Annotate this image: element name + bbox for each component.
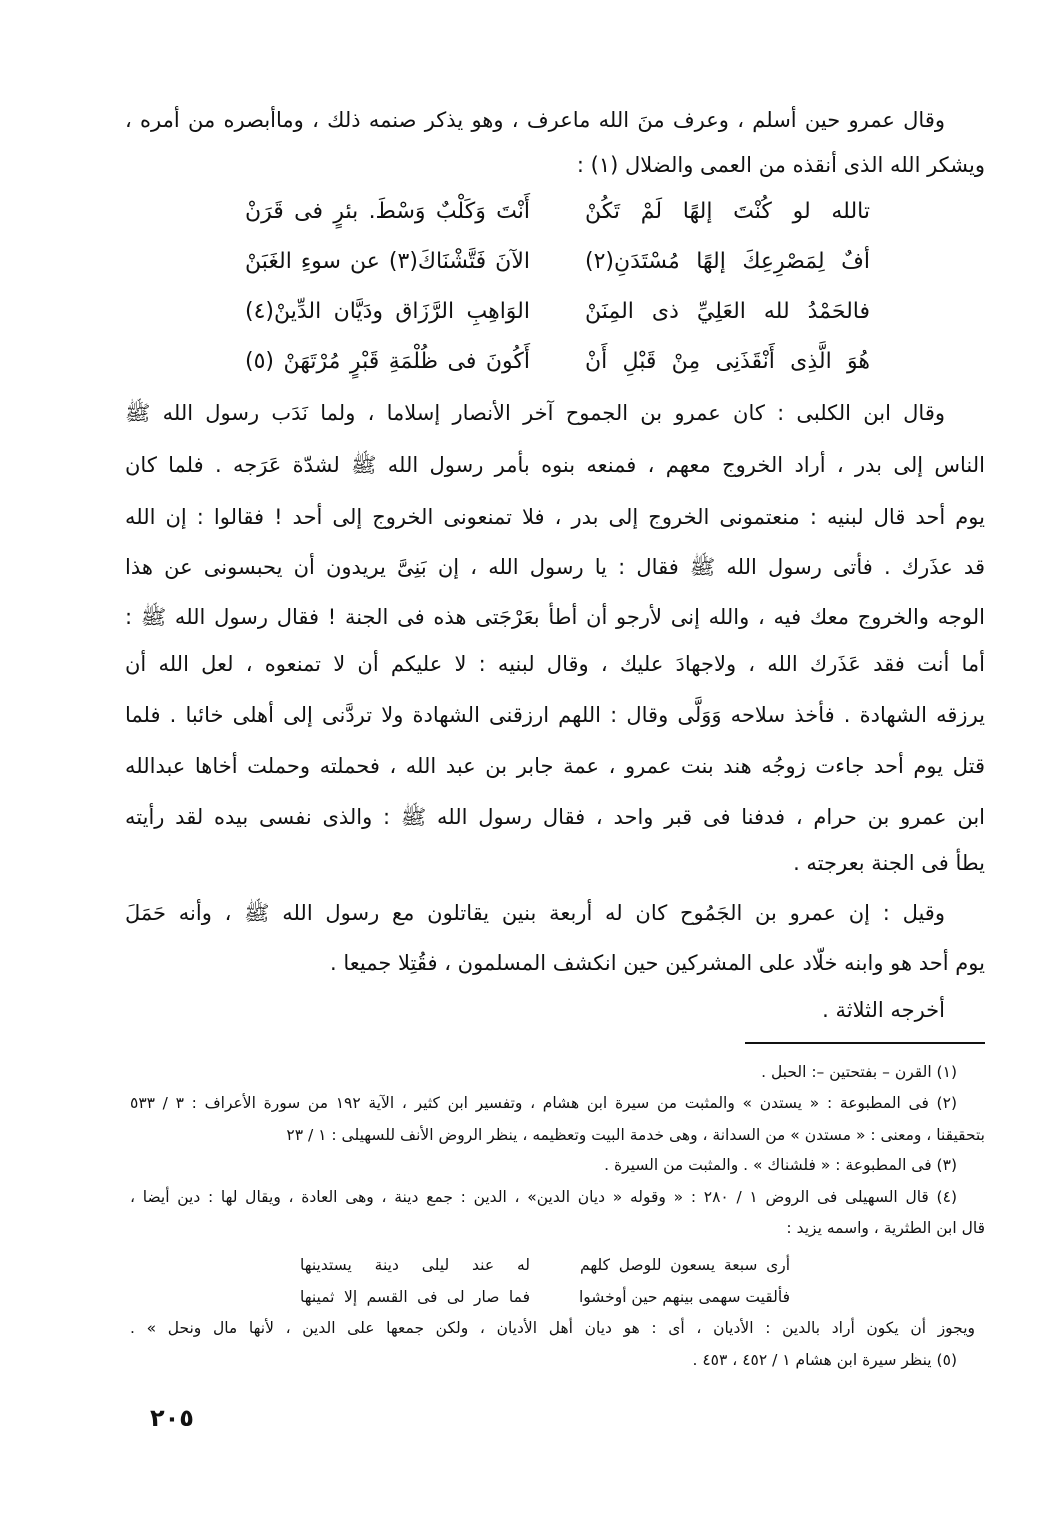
paragraph-line: ابن عمرو بن حرام ، فدفنا فى قبر واحد ، فقال رسول الله ﷺ : والذى نفسى بيده لقد رأيته xyxy=(125,805,985,829)
intro-line: وقال عمرو حين أسلم ، وعرف منَ الله ماعرف ، وهو يذكر صنمه ذلك ، وماأبصره من أمره ، xyxy=(125,108,945,132)
poem-hemistich-left: أَنْتَ وَكَلْبٌ وَسْطَ. بئرٍ فى قَرَنْ xyxy=(245,199,530,224)
paragraph-line: وقال ابن الكلبى : كان عمرو بن الجموح آخر الأنصار إسلاما ، ولما نَدَب رسول الله ﷺ xyxy=(125,401,945,425)
paragraph-line: يرزقه الشهادة . فأخذ سلاحه وَوَلَّى وقال : اللهم ارزقنى الشهادة ولا تردَّنى إلى أهلى خائبا . فلما xyxy=(125,703,985,727)
footnote-verse-right: فألقيت سهمى بينهم حين أوخشوا xyxy=(578,1288,790,1306)
footnote-line: بتحقيقنا ، ومعنى : « مستدن » من السدانة ، وهى خدمة البيت وتعظيمه ، ينظر الروض الأنف للسهيلى : ١ / ٢٣ xyxy=(286,1126,985,1144)
paragraph-line: يوم أحد قال لبنيه : منعتمونى الخروج إلى بدر ، فلا تمنعونى الخروج إلى أحد ! فقالوا : إن الله xyxy=(125,505,985,529)
footnote-line: ويجوز أن يكون أراد بالدين : الأديان ، أى : هو ديان أهل الأديان ، ولكن جمعها على الدين ، لأنها مال ونحل » . xyxy=(130,1319,975,1337)
footnote-verse-left: فما صار لى فى القسم إلا ثمينها xyxy=(300,1288,530,1306)
poem-hemistich-right: أفٌ لِمَصْرِعِكَ إلهًا مُسْتَدَنِ(٢) xyxy=(585,249,870,274)
footnote-line: (١) القرن – بفتحتين –: الحبل . xyxy=(761,1063,957,1081)
paragraph-line: الوجه والخروج معك فيه ، والله إنى لأرجو أن أطأ بعَرْجَتى هذه فى الجنة ! فقال رسول الله ﷺ : xyxy=(125,605,985,629)
poem-hemistich-right: فالحَمْدُ لله العَلِيِّ ذى المِنَنْ xyxy=(585,299,870,324)
footnote-separator xyxy=(745,1042,985,1044)
poem-hemistich-left: الوَاهِبِ الرَّزَاق ودَيَّان الدِّينْ(٤) xyxy=(245,299,530,324)
paragraph-line: قتل يوم أحد جاءت زوجُه هند بنت عمرو ، عمة جابر بن عبد الله ، فحملته وحملت أخاها عبدالله xyxy=(125,754,985,778)
intro-line: ويشكر الله الذى أنقذه من العمى والضلال (١) : xyxy=(576,153,985,177)
poem-hemistich-right: تالله لو كُنْتَ إلهًا لَمْ تَكُنْ xyxy=(585,199,870,224)
poem-hemistich-right: هُوَ الَّذِى أَنْقَذَنِى مِنْ قَبْلِ أَنْ xyxy=(585,349,870,374)
footnote-verse-right: أرى سبعة يسعون للوصل كلهم xyxy=(580,1256,790,1274)
footnote-line: قال ابن الطثرية ، واسمه يزيد : xyxy=(786,1219,985,1237)
paragraph-line: يطأ فى الجنة بعرجته . xyxy=(793,851,985,875)
paragraph-line: قد عذَرك . فأتى رسول الله ﷺ فقال : يا رسول الله ، إن بَنِىَّ يريدون أن يحبسونى عن هذا xyxy=(125,555,985,579)
paragraph-line: أخرجه الثلاثة . xyxy=(822,998,945,1022)
footnote-line: (٥) ينظر سيرة ابن هشام ١ / ٤٥٢ ، ٤٥٣ . xyxy=(692,1351,957,1369)
poem-hemistich-left: الآنَ فَتَّشْنَاكَ(٣) عن سوءِ الغَبَنْ xyxy=(245,249,530,274)
paragraph-line: وقيل : إن عمرو بن الجَمُوح كان له أربعة بنين يقاتلون مع رسول الله ﷺ ، وأنه حَمَلَ xyxy=(125,901,945,925)
footnote-line: (٤) قال السهيلى فى الروض ١ / ٢٨٠ : « وقوله « ديان الدين» ، الدين : جمع دينة ، وهى العادة ، ويقال لها : دين أيضا ، xyxy=(130,1188,957,1206)
footnote-line: (٢) فى المطبوعة : « يستدن » والمثبت من سيرة ابن هشام ، وتفسير ابن كثير ، الآية ١٩٢ من سورة الأعراف : ٣ / ٥٣٣ xyxy=(130,1094,957,1112)
page-number: ٢٠٥ xyxy=(150,1404,194,1432)
footnote-verse-left: له عند ليلى دينة يستدينها xyxy=(300,1256,530,1274)
poem-hemistich-left: أَكُونَ فى ظُلْمَةِ قَبْرٍ مُرْتَهَنْ (٥) xyxy=(245,349,530,374)
paragraph-line: يوم أحد هو وابنه خلّاد على المشركين حين انكشف المسلمون ، فقُتِلا جميعا . xyxy=(329,951,985,975)
paragraph-line: أما أنت فقد عَذَرك الله ، ولاجهادَ عليك ، وقال لبنيه : لا عليكم أن لا تمنعوه ، لعل الله أن xyxy=(125,652,985,676)
footnote-line: (٣) فى المطبوعة : « فلشناك » . والمثبت من السيرة . xyxy=(604,1156,957,1174)
paragraph-line: الناس إلى بدر ، أراد الخروج معهم ، فمنعه بنوه بأمر رسول الله ﷺ لشدّة عَرَجه . فلما كان xyxy=(125,453,985,477)
